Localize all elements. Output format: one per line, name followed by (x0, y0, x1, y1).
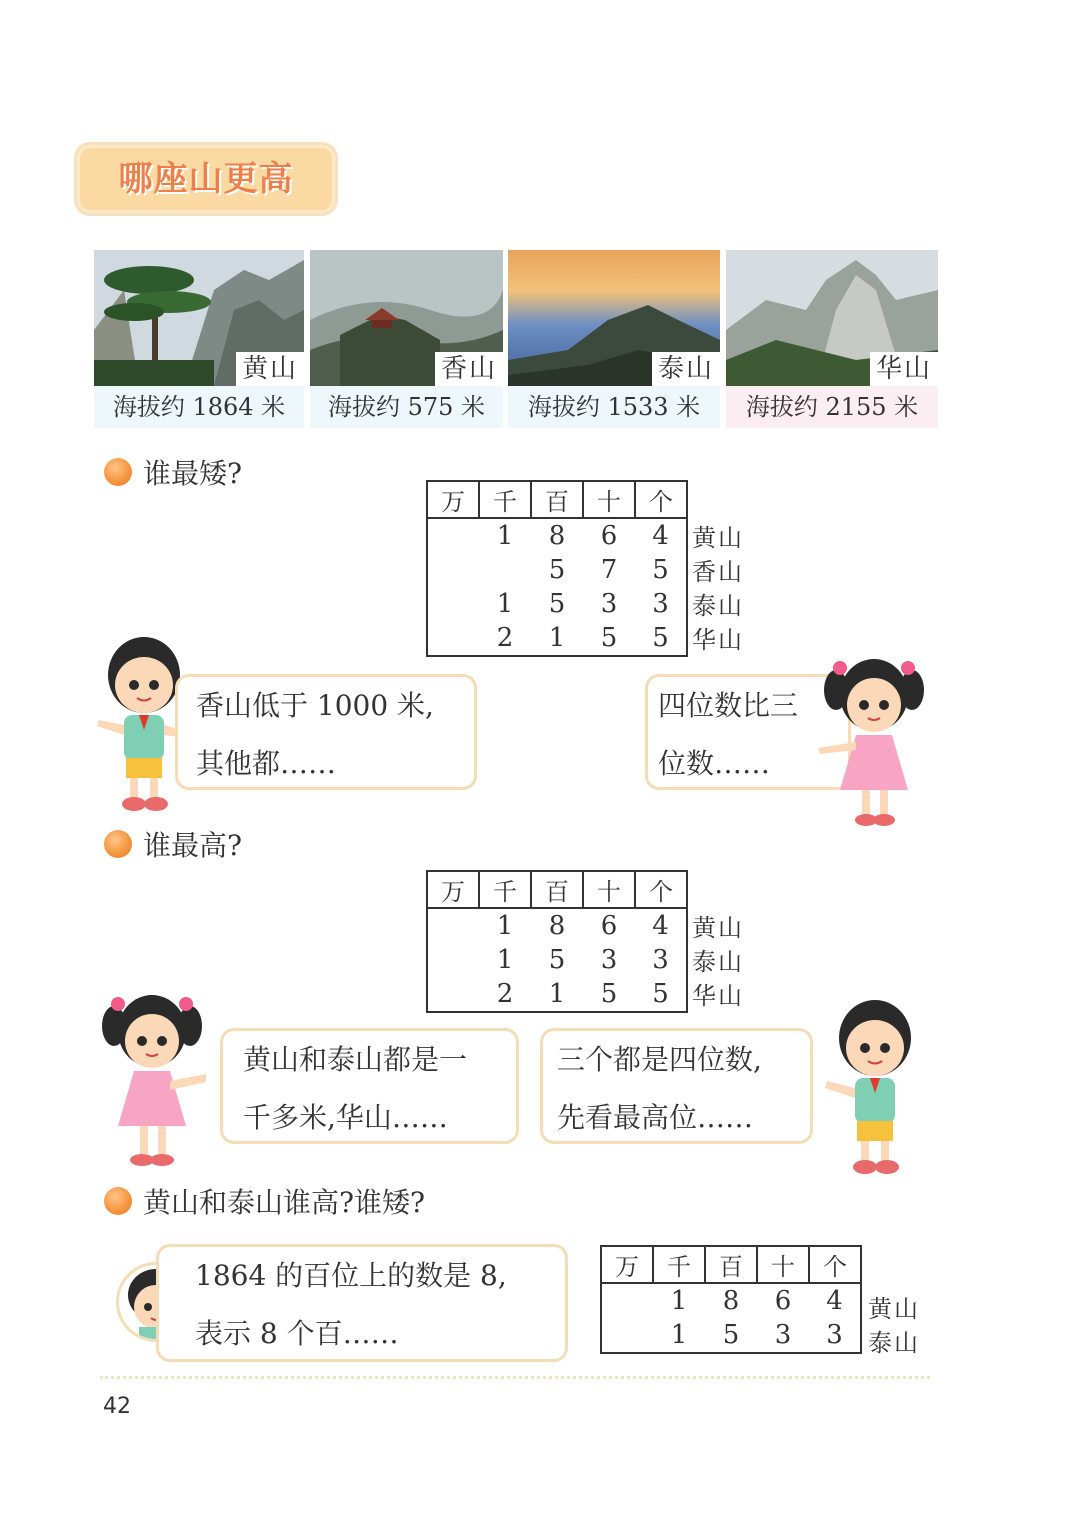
digit-cell: 6 (600, 911, 618, 941)
digit-cell: 8 (548, 911, 566, 941)
speech-bubble-boy-2 (540, 1028, 813, 1144)
table-row (427, 977, 687, 1012)
row-label: 泰山 (692, 592, 744, 620)
table-row (427, 518, 687, 553)
digit-cell: 7 (600, 555, 618, 585)
digit-cell: 5 (548, 555, 566, 585)
row-label: 香山 (692, 558, 744, 586)
girl-character (818, 650, 930, 830)
digit-cell: 5 (705, 1318, 757, 1353)
boy-character (825, 993, 925, 1178)
photo-label: 华山 (870, 352, 938, 386)
table-row (427, 908, 687, 943)
bullet-icon (104, 458, 132, 486)
photo-taishan (508, 250, 720, 386)
speech-bubble-girl-2 (220, 1028, 519, 1144)
digit-cell: 5 (635, 553, 687, 587)
digit-cell: 3 (600, 589, 618, 619)
row-label: 黄山 (692, 914, 744, 942)
digit-cell: 3 (757, 1318, 809, 1353)
digit-cell: 2 (479, 621, 531, 656)
header-wan: 万 (427, 871, 479, 908)
digit-cell (427, 553, 479, 587)
bubble-line: 其他都…… (196, 747, 337, 780)
bubble-line: 香山低于 1000 米, (196, 689, 434, 722)
digit-cell: 5 (548, 945, 566, 975)
digit-cell (601, 1283, 653, 1318)
bubble-line: 四位数比三 (658, 689, 799, 722)
caption-huashan: 海拔约 2155 米 (726, 386, 938, 428)
row-label: 泰山 (692, 948, 744, 976)
bubble-line: 位数…… (658, 747, 771, 780)
photo-label: 泰山 (652, 352, 720, 386)
header-ge: 个 (809, 1246, 861, 1283)
digit-cell: 1 (670, 1286, 688, 1316)
bubble-line: 表示 8 个百…… (195, 1317, 399, 1350)
table-row (601, 1283, 861, 1318)
photo-xiangshan (310, 250, 503, 386)
digit-cell: 5 (583, 977, 635, 1012)
digit-cell: 1 (496, 589, 514, 619)
header-qian: 千 (653, 1246, 705, 1283)
digit-cell: 1 (496, 945, 514, 975)
digit-cell (601, 1318, 653, 1353)
bubble-line: 千多米,华山…… (243, 1101, 448, 1134)
table-row (427, 587, 687, 621)
title-badge (74, 142, 338, 216)
place-value-table-2 (426, 870, 688, 1013)
photo-label: 黄山 (236, 352, 304, 386)
digit-cell: 3 (635, 587, 687, 621)
bubble-line: 黄山和泰山都是一 (243, 1043, 468, 1076)
header-qian: 千 (479, 871, 531, 908)
digit-cell: 3 (635, 943, 687, 977)
page-title: 哪座山更高 (118, 159, 294, 199)
photo-huashan (726, 250, 938, 386)
header-ge: 个 (635, 481, 687, 518)
row-label: 华山 (692, 982, 744, 1010)
footer-divider (100, 1376, 930, 1379)
table-row (427, 943, 687, 977)
table-row (427, 553, 687, 587)
digit-cell: 2 (479, 977, 531, 1012)
caption-xiangshan: 海拔约 575 米 (310, 386, 503, 428)
digit-cell: 5 (583, 621, 635, 656)
row-label: 黄山 (692, 524, 744, 552)
header-shi: 十 (583, 481, 635, 518)
row-label: 黄山 (868, 1295, 920, 1323)
digit-cell: 1 (496, 911, 514, 941)
caption-huangshan: 海拔约 1864 米 (94, 386, 304, 428)
row-label: 华山 (692, 626, 744, 654)
header-bai: 百 (531, 481, 583, 518)
digit-cell: 1 (496, 521, 514, 551)
digit-cell: 1 (653, 1318, 705, 1353)
header-ge: 个 (635, 871, 687, 908)
digit-cell (427, 943, 479, 977)
row-label: 泰山 (868, 1329, 920, 1357)
bullet-icon (104, 1187, 132, 1215)
question-compare: 黄山和泰山谁高?谁矮? (143, 1186, 426, 1219)
place-value-table-3 (600, 1245, 862, 1354)
header-bai: 百 (531, 871, 583, 908)
digit-cell: 4 (635, 518, 687, 553)
question-tallest: 谁最高? (143, 829, 243, 862)
photo-label: 香山 (435, 352, 503, 386)
place-value-table-1 (426, 480, 688, 657)
digit-cell: 4 (809, 1283, 861, 1318)
digit-cell (427, 977, 479, 1012)
digit-cell: 8 (548, 521, 566, 551)
digit-cell: 6 (600, 521, 618, 551)
digit-cell: 3 (600, 945, 618, 975)
digit-cell (427, 908, 479, 943)
bubble-line: 三个都是四位数, (557, 1043, 762, 1076)
bubble-line: 1864 的百位上的数是 8, (195, 1259, 507, 1292)
header-shi: 十 (757, 1246, 809, 1283)
digit-cell: 3 (809, 1318, 861, 1353)
girl-character (96, 986, 208, 1171)
digit-cell: 4 (635, 908, 687, 943)
digit-cell: 5 (635, 621, 687, 656)
digit-cell: 5 (548, 589, 566, 619)
speech-bubble-boy-1 (175, 674, 477, 790)
bubble-line: 先看最高位…… (557, 1101, 754, 1134)
digit-cell (427, 587, 479, 621)
digit-cell (427, 518, 479, 553)
speech-bubble-boy-3 (156, 1244, 568, 1362)
digit-cell (427, 621, 479, 656)
header-wan: 万 (601, 1246, 653, 1283)
page-number: 42 (103, 1394, 131, 1419)
digit-cell (479, 553, 531, 587)
header-qian: 千 (479, 481, 531, 518)
header-wan: 万 (427, 481, 479, 518)
table-row (601, 1318, 861, 1353)
header-bai: 百 (705, 1246, 757, 1283)
digit-cell: 1 (531, 621, 583, 656)
digit-cell: 5 (635, 977, 687, 1012)
digit-cell: 6 (774, 1286, 792, 1316)
bullet-icon (104, 830, 132, 858)
photo-huangshan (94, 250, 304, 386)
table-row (427, 621, 687, 656)
digit-cell: 1 (531, 977, 583, 1012)
header-shi: 十 (583, 871, 635, 908)
caption-taishan: 海拔约 1533 米 (508, 386, 720, 428)
question-shortest: 谁最矮? (143, 457, 243, 490)
digit-cell: 8 (722, 1286, 740, 1316)
